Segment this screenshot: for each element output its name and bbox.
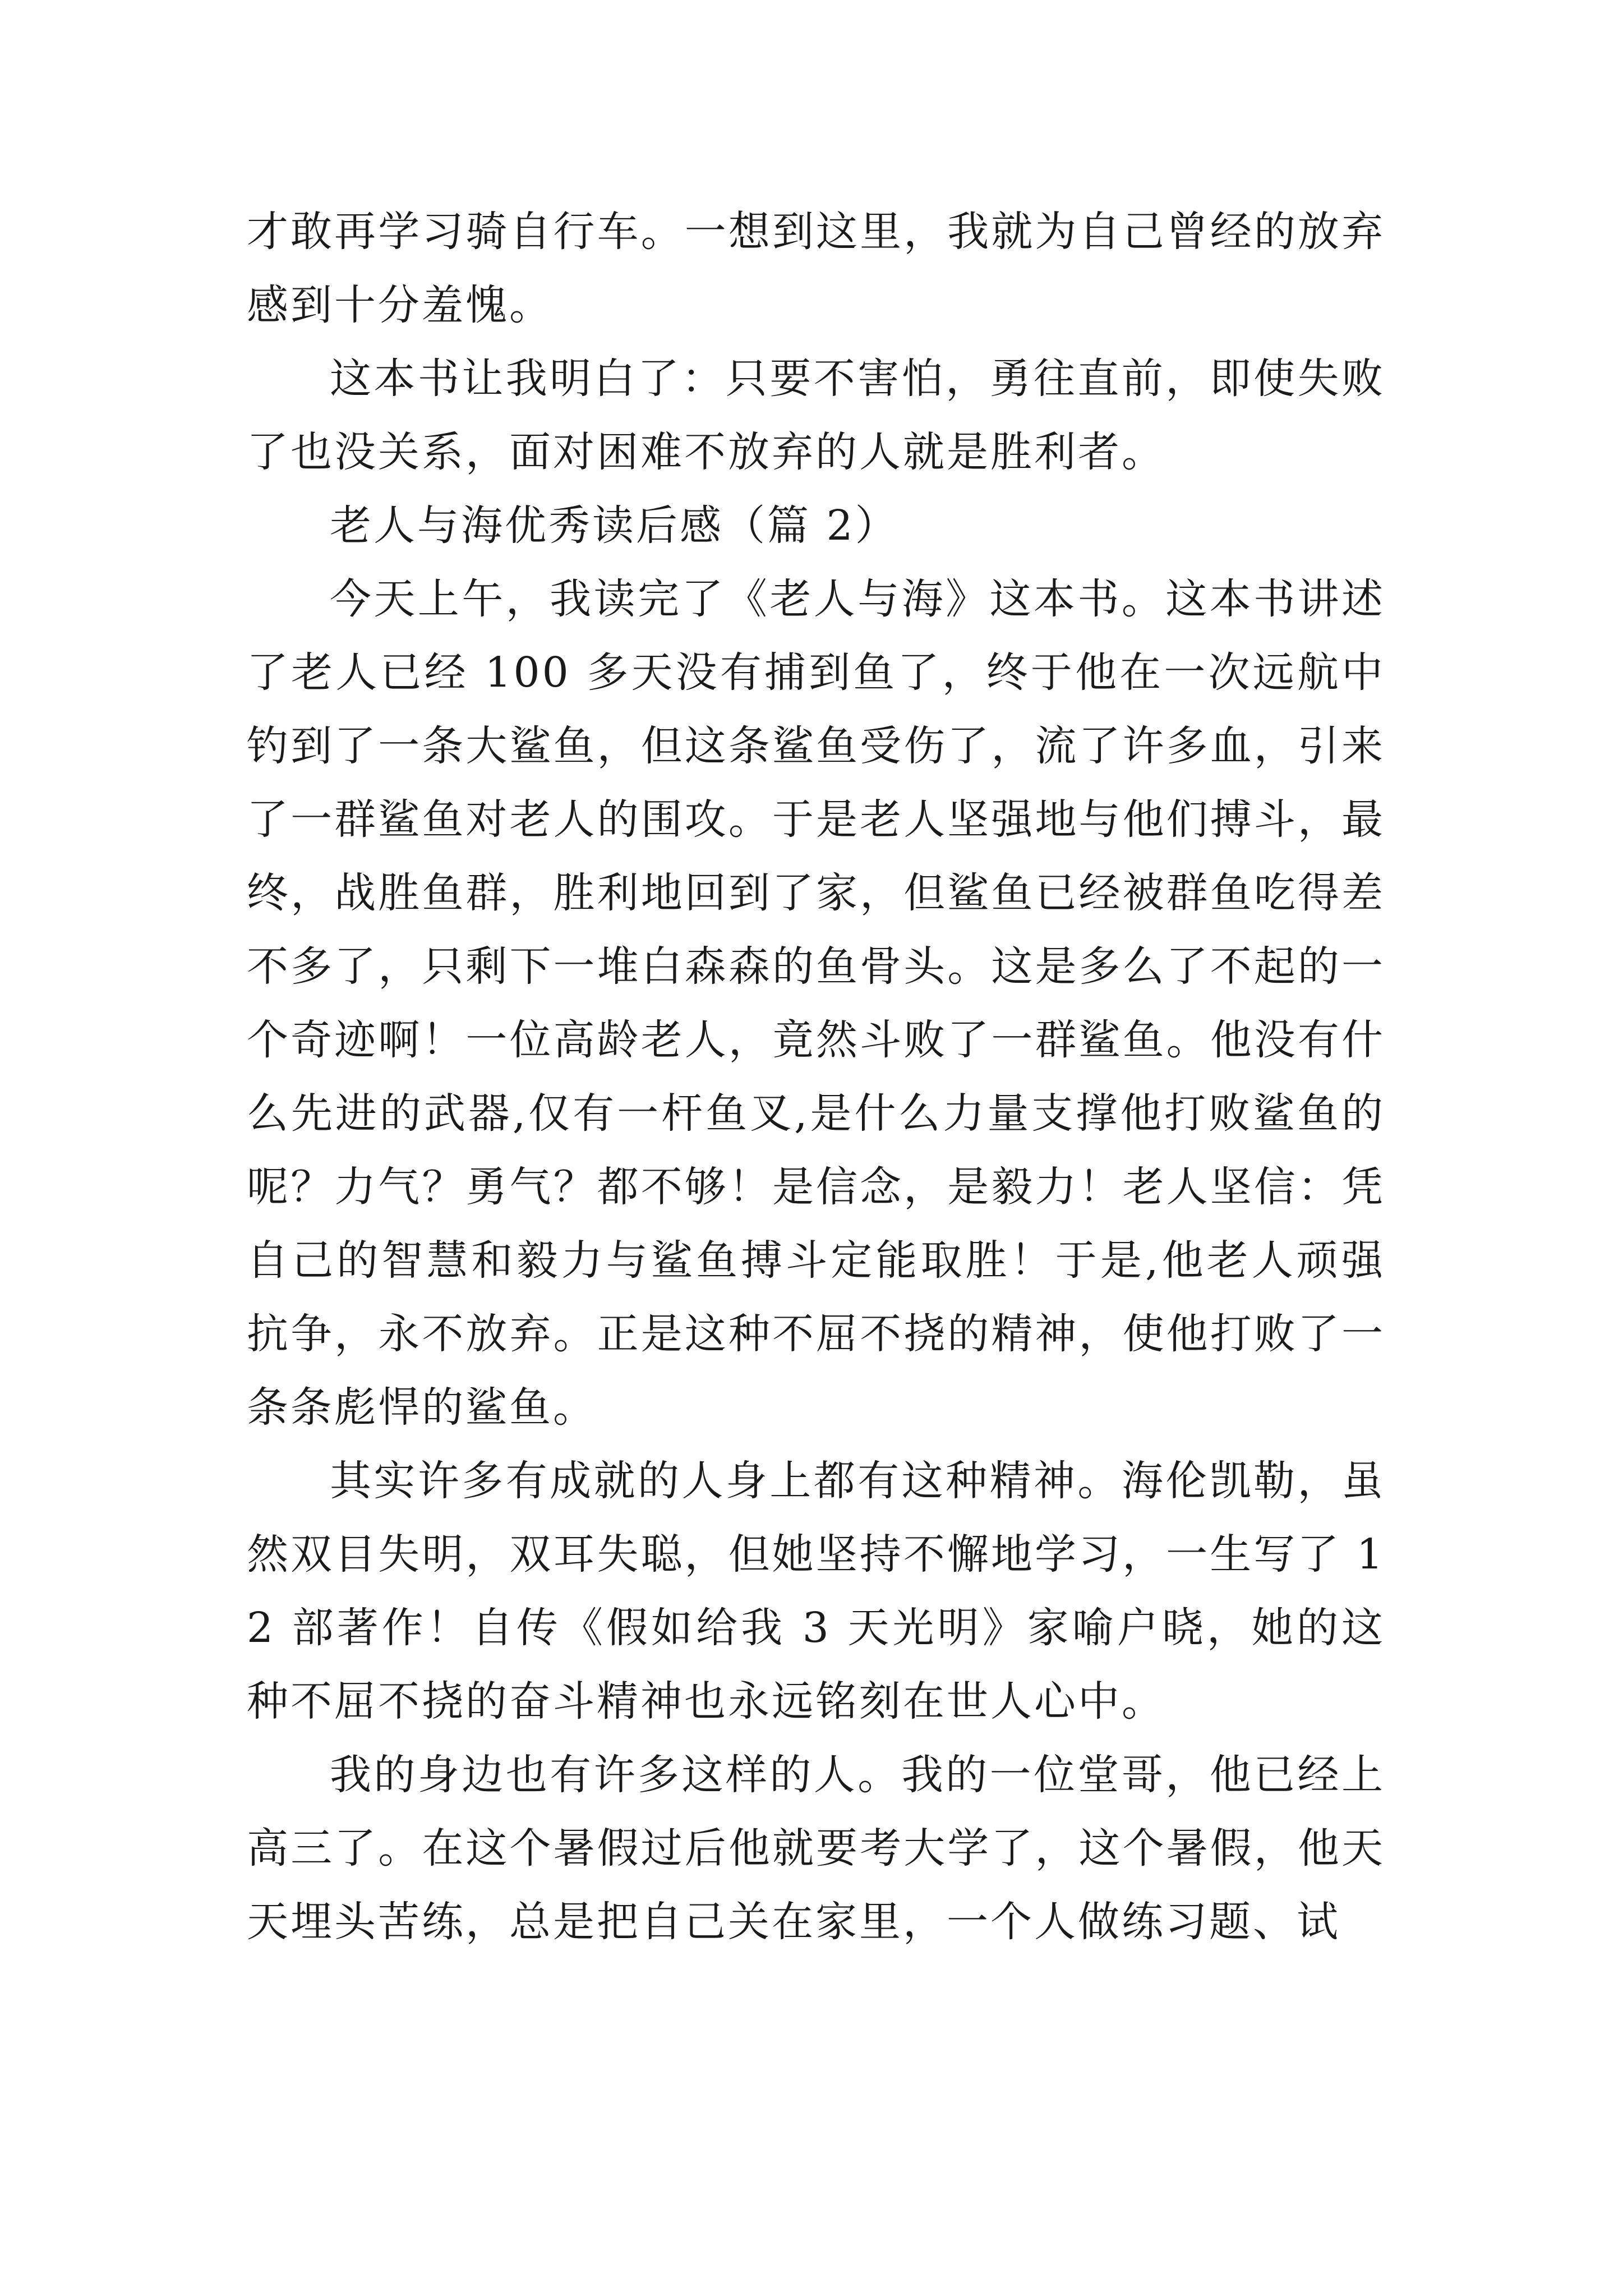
paragraph-story-summary: 今天上午，我读完了《老人与海》这本书。这本书讲述了老人已经 100 多天没有捕到鱼了，终于他在一次远航中钓到了一条大鲨鱼，但这条鲨鱼受伤了，流了许多血，引来了一群鲨鱼对老人的围攻。于是老人坚强地与他们搏斗，最终，战胜鱼群，胜利地回到了家，但鲨鱼已经被群鱼吃得差不多了，只剩下一堆白森森的鱼骨头。这是多么了不起的一个奇迹啊！一位高龄老人，竟然斗败了一群鲨鱼。他没有什么先进的武器,仅有一杆鱼叉,是什么力量支撑他打败鲨鱼的呢？力气？勇气？都不够！是信念，是毅力！老人坚信：凭自己的智慧和毅力与鲨鱼搏斗定能取胜！于是,他老人顽强抗争，永不放弃。正是这种不屈不挠的精神，使他打败了一条条彪悍的鲨鱼。 (247, 575, 1385, 1432)
body-text (247, 195, 1385, 1959)
paragraph-conclusion: 这本书让我明白了：只要不害怕，勇往直前，即使失败了也没关系，面对困难不放弃的人就是胜利者。 (247, 355, 1385, 476)
paragraph-continued: 才敢再学习骑自行车。一想到这里，我就为自己曾经的放弃感到十分羞愧。 (247, 208, 1385, 329)
paragraph-helen-keller: 其实许多有成就的人身上都有这种精神。海伦凯勒，虽然双目失明，双耳失聪，但她坚持不懈地学习，一生写了 12 部著作！自传《假如给我 3 天光明》家喻户晓，她的这种不屈不挠的奋斗精神也永远铭刻在世人心中。 (247, 1457, 1385, 1726)
paragraph-cousin: 我的身边也有许多这样的人。我的一位堂哥，他已经上高三了。在这个暑假过后他就要考大学了，这个暑假，他天天埋头苦练，总是把自己关在家里，一个人做练习题、试 (247, 1751, 1385, 1946)
section-heading: 老人与海优秀读后感（篇 2） (330, 501, 899, 550)
